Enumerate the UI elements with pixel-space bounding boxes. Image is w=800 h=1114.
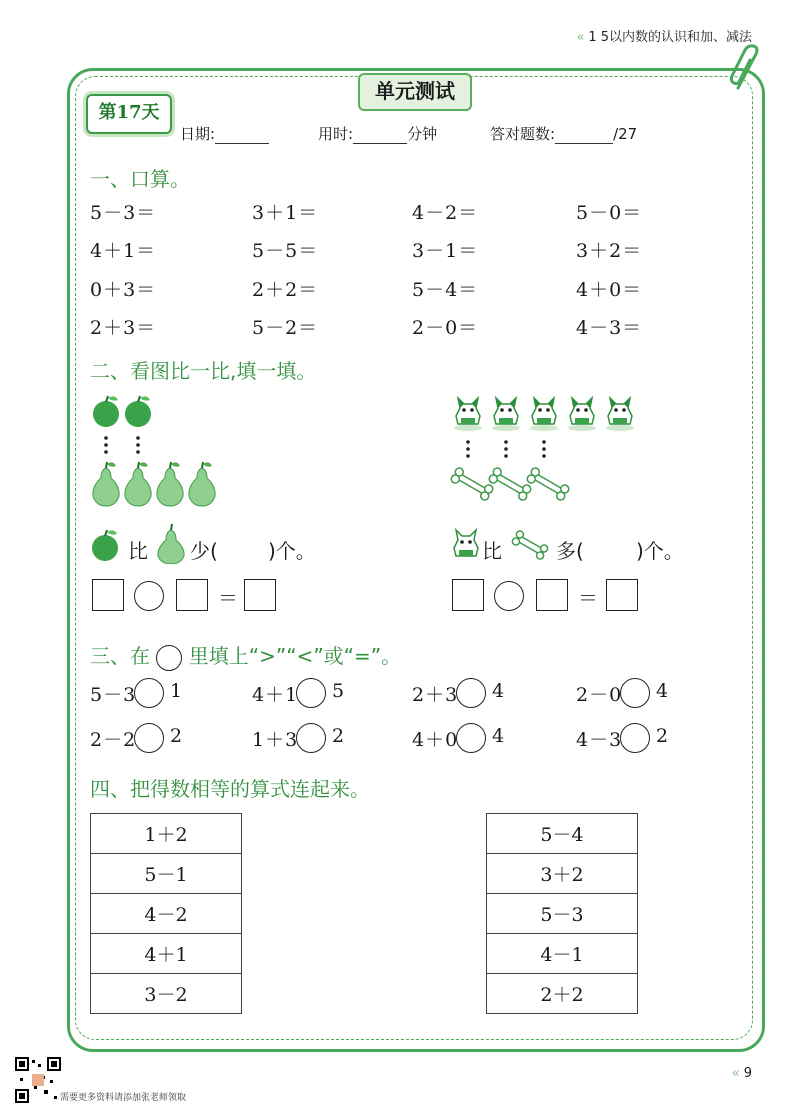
match-expression[interactable]: 5－1 — [91, 854, 242, 894]
page-number-text: 9 — [743, 1066, 752, 1081]
compare-word-ge: )个。 — [268, 539, 316, 563]
dotted-lines — [104, 436, 140, 454]
pear-icon — [157, 462, 183, 506]
compare-right-value: 4 — [492, 725, 506, 747]
oral-problem: 2＋3＝ — [90, 317, 157, 339]
compare-word-ge: )个。 — [636, 539, 684, 563]
answer-box[interactable] — [92, 579, 124, 611]
equals-sign: ＝ — [578, 586, 598, 610]
chapter-heading — [576, 26, 752, 45]
apple-pear-picture — [88, 392, 238, 512]
answer-blank-left[interactable] — [226, 535, 266, 559]
compare-right-value: 4 — [656, 680, 670, 702]
oral-problem: 5－2＝ — [252, 317, 319, 339]
bone-icon — [526, 467, 570, 502]
pear-icon — [93, 462, 119, 506]
pear-icon — [156, 522, 186, 564]
answer-box[interactable] — [244, 579, 276, 611]
compare-right-value: 5 — [332, 680, 346, 702]
compare-left-expr: 1＋3 — [252, 729, 299, 751]
dotted-lines — [466, 440, 546, 458]
time-label: 用时: — [318, 125, 354, 143]
compare-left-expr: 2－0 — [576, 684, 623, 706]
match-expression[interactable]: 1＋2 — [91, 814, 242, 854]
match-expression[interactable]: 5－4 — [487, 814, 638, 854]
match-expression[interactable]: 4－1 — [487, 934, 638, 974]
match-expression[interactable]: 4＋1 — [91, 934, 242, 974]
compare-circle[interactable] — [134, 723, 164, 753]
compare-word-duo: 多( — [556, 539, 584, 563]
oral-problem: 2＋2＝ — [252, 279, 319, 301]
match-expression[interactable]: 2＋2 — [487, 974, 638, 1014]
apple-icon — [125, 396, 151, 427]
match-right-table — [486, 813, 638, 1014]
compare-circle[interactable] — [620, 723, 650, 753]
answer-box[interactable] — [606, 579, 638, 611]
date-field — [180, 123, 269, 144]
answer-blank-right[interactable] — [592, 535, 632, 559]
compare-word-bi: 比 — [482, 539, 502, 563]
operator-circle[interactable] — [494, 581, 524, 611]
time-unit: 分钟 — [407, 125, 438, 143]
dog-icon — [606, 398, 634, 431]
circle-icon — [156, 645, 182, 671]
compare-circle[interactable] — [134, 678, 164, 708]
match-expression[interactable]: 3－2 — [91, 974, 242, 1014]
compare-circle[interactable] — [296, 723, 326, 753]
date-blank[interactable] — [215, 127, 269, 144]
answer-box[interactable] — [536, 579, 568, 611]
compare-right-value: 2 — [656, 725, 670, 747]
oral-problem: 4－3＝ — [576, 317, 643, 339]
day-badge: 第17天 — [86, 94, 172, 134]
double-chevron-icon: « — [576, 30, 585, 45]
footer-note: 需要更多资料请添加张老师领取 — [60, 1093, 187, 1103]
pear-icon — [125, 462, 151, 506]
compare-right-value: 1 — [170, 680, 184, 702]
dog-icon — [568, 398, 596, 431]
score-blank[interactable] — [555, 127, 613, 144]
section-oral-heading: 一、口算。 — [90, 167, 190, 191]
score-field — [490, 123, 637, 144]
dog-icon — [530, 398, 558, 431]
oral-problem: 2－0＝ — [412, 317, 479, 339]
oral-problem: 3＋2＝ — [576, 240, 643, 262]
page-number — [732, 1066, 752, 1081]
match-expression[interactable]: 4－2 — [91, 894, 242, 934]
bone-icon — [450, 467, 494, 502]
dog-icon — [492, 398, 520, 431]
compare-word-shao: 少( — [190, 539, 218, 563]
page-title: 单元测试 — [358, 73, 472, 111]
compare-word-bi: 比 — [128, 539, 148, 563]
bone-icon — [488, 467, 532, 502]
section-compare-pre: 三、在 — [90, 644, 150, 668]
compare-left-expr: 4＋0 — [412, 729, 459, 751]
pear-icon — [189, 462, 215, 506]
compare-left-expr: 5－3 — [90, 684, 137, 706]
match-expression[interactable]: 5－3 — [487, 894, 638, 934]
apple-icon — [90, 528, 120, 562]
oral-problem: 0＋3＝ — [90, 279, 157, 301]
answer-box[interactable] — [452, 579, 484, 611]
time-blank[interactable] — [353, 127, 407, 144]
bone-icon — [510, 530, 550, 560]
compare-circle[interactable] — [620, 678, 650, 708]
match-expression[interactable]: 3＋2 — [487, 854, 638, 894]
section-picture-heading: 二、看图比一比,填一填。 — [90, 359, 317, 383]
date-label: 日期: — [180, 125, 216, 143]
section-match-heading: 四、把得数相等的算式连起来。 — [90, 777, 370, 801]
score-total: /27 — [613, 125, 638, 143]
compare-circle[interactable] — [296, 678, 326, 708]
apple-icon — [93, 396, 119, 427]
oral-problem: 3＋1＝ — [252, 202, 319, 224]
oral-problem: 4＋1＝ — [90, 240, 157, 262]
dog-bone-picture — [448, 392, 648, 507]
time-field — [318, 123, 437, 144]
oral-problem: 5－5＝ — [252, 240, 319, 262]
oral-problem: 4－2＝ — [412, 202, 479, 224]
oral-problem: 3－1＝ — [412, 240, 479, 262]
compare-left-expr: 4＋1 — [252, 684, 299, 706]
dog-icon — [454, 398, 482, 431]
compare-circle[interactable] — [456, 723, 486, 753]
compare-left-expr: 4－3 — [576, 729, 623, 751]
match-left-table — [90, 813, 242, 1014]
score-label: 答对题数: — [490, 125, 556, 143]
oral-problem: 5－4＝ — [412, 279, 479, 301]
answer-box[interactable] — [176, 579, 208, 611]
compare-right-value: 2 — [332, 725, 346, 747]
compare-left-expr: 2＋3 — [412, 684, 459, 706]
chapter-text: 1 5以内数的认识和加、减法 — [588, 30, 752, 45]
double-chevron-icon: « — [731, 1066, 740, 1081]
compare-right-value: 2 — [170, 725, 184, 747]
section-compare-post: 里填上“>”“<”或“=”。 — [188, 644, 402, 668]
oral-problem: 5－0＝ — [576, 202, 643, 224]
compare-circle[interactable] — [456, 678, 486, 708]
section-compare-heading — [90, 640, 401, 671]
operator-circle[interactable] — [134, 581, 164, 611]
oral-problem: 5－3＝ — [90, 202, 157, 224]
qr-code-icon — [14, 1056, 62, 1104]
compare-right-value: 4 — [492, 680, 506, 702]
compare-left-expr: 2－2 — [90, 729, 137, 751]
oral-problem: 4＋0＝ — [576, 279, 643, 301]
equals-sign: ＝ — [218, 586, 238, 610]
dog-icon — [452, 526, 480, 564]
